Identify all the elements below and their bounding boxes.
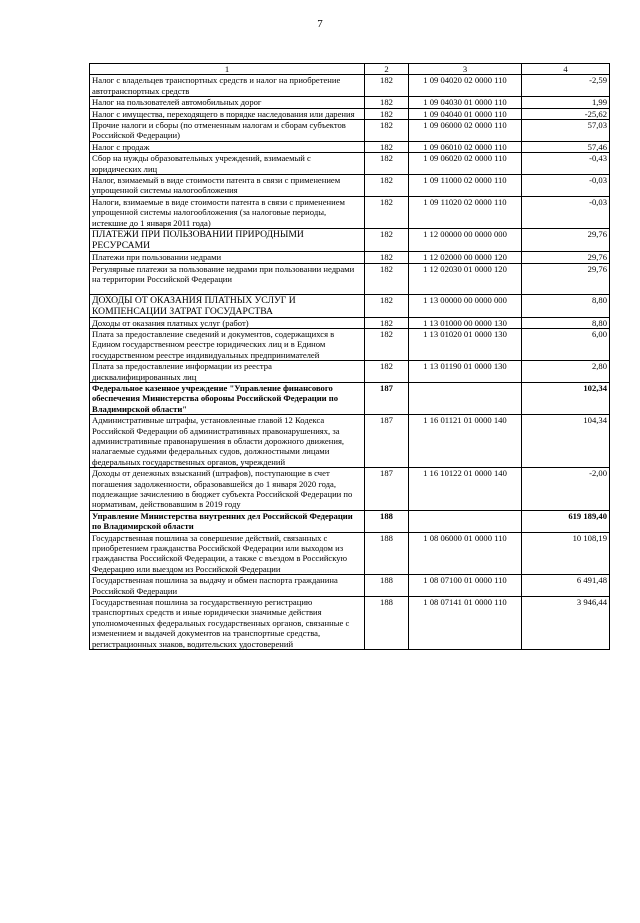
- budget-classification-code-cell: 1 16 10122 01 0000 140: [409, 468, 522, 511]
- income-name-cell: Сбор на нужды образовательных учреждений, взимаемый с юридических лиц: [90, 153, 365, 175]
- admin-code-cell: 188: [365, 575, 409, 597]
- table-row: [90, 328, 610, 360]
- budget-classification-code-cell: [409, 382, 522, 414]
- budget-classification-code-cell: 1 16 01121 01 0000 140: [409, 415, 522, 468]
- admin-code-cell: 188: [365, 597, 409, 650]
- table-row: [90, 575, 610, 597]
- amount-cell: 102,34: [522, 382, 610, 414]
- amount-cell: -0,03: [522, 196, 610, 228]
- amount-cell: 8,80: [522, 294, 610, 317]
- admin-code-cell: 182: [365, 141, 409, 152]
- income-name-cell: Федеральное казенное учреждение "Управление финансового обеспечения Министерства обороны Российской Федерации по Владимирской области": [90, 382, 365, 414]
- income-name-cell: ПЛАТЕЖИ ПРИ ПОЛЬЗОВАНИИ ПРИРОДНЫМИ РЕСУРСАМИ: [90, 229, 365, 252]
- table-row: [90, 263, 610, 294]
- admin-code-cell: 182: [365, 120, 409, 142]
- table-row: [90, 510, 610, 532]
- admin-code-cell: 182: [365, 294, 409, 317]
- budget-classification-code-cell: 1 12 02030 01 0000 120: [409, 263, 522, 294]
- amount-cell: 57,03: [522, 120, 610, 142]
- budget-classification-code-cell: 1 09 06010 02 0000 110: [409, 141, 522, 152]
- admin-code-cell: 182: [365, 229, 409, 252]
- admin-code-cell: 188: [365, 510, 409, 532]
- admin-code-cell: 187: [365, 468, 409, 511]
- admin-code-cell: 182: [365, 252, 409, 263]
- admin-code-cell: 182: [365, 97, 409, 108]
- table-row: [90, 597, 610, 650]
- admin-code-cell: 182: [365, 317, 409, 328]
- budget-classification-code-cell: 1 13 01000 00 0000 130: [409, 317, 522, 328]
- admin-code-cell: 182: [365, 108, 409, 119]
- budget-classification-code-cell: 1 09 11000 02 0000 110: [409, 175, 522, 197]
- income-name-cell: ДОХОДЫ ОТ ОКАЗАНИЯ ПЛАТНЫХ УСЛУГ И КОМПЕНСАЦИИ ЗАТРАТ ГОСУДАРСТВА: [90, 294, 365, 317]
- amount-cell: -0,03: [522, 175, 610, 197]
- amount-cell: 10 108,19: [522, 532, 610, 575]
- admin-code-cell: 187: [365, 382, 409, 414]
- income-name-cell: Государственная пошлина за совершение действий, связанных с приобретением гражданства Российской Федерации или выходом из гражданства Российской Федерации, а также с въездом в Российскую Федерацию или выездом из Российской Федерации: [90, 532, 365, 575]
- income-name-cell: Налог, взимаемый в виде стоимости патента в связи с применением упрощенной системы налогообложения: [90, 175, 365, 197]
- revenue-table: [89, 63, 610, 650]
- table-row: [90, 120, 610, 142]
- amount-cell: 3 946,44: [522, 597, 610, 650]
- amount-cell: 29,76: [522, 229, 610, 252]
- budget-classification-code-cell: 1 09 06000 02 0000 110: [409, 120, 522, 142]
- budget-classification-code-cell: 1 12 00000 00 0000 000: [409, 229, 522, 252]
- budget-classification-code-cell: 1 08 07141 01 0000 110: [409, 597, 522, 650]
- budget-classification-code-cell: 1 09 11020 02 0000 110: [409, 196, 522, 228]
- amount-cell: 104,34: [522, 415, 610, 468]
- admin-code-cell: 182: [365, 175, 409, 197]
- table-row: [90, 75, 610, 97]
- income-name-cell: Налог с владельцев транспортных средств и налог на приобретение автотранспортных средств: [90, 75, 365, 97]
- table-row: [90, 141, 610, 152]
- column-header-3: 3: [409, 64, 522, 75]
- income-name-cell: Доходы от денежных взысканий (штрафов), поступающие в счет погашения задолженности, образовавшейся до 1 января 2020 года, подлежащие зачислению в бюджет субъекта Российской Федерации по нормативам, действовавшим в 2019 году: [90, 468, 365, 511]
- column-number-row: [90, 64, 610, 75]
- income-name-cell: Государственная пошлина за выдачу и обмен паспорта гражданина Российской Федерации: [90, 575, 365, 597]
- income-name-cell: Налог на пользователей автомобильных дорог: [90, 97, 365, 108]
- table-row: [90, 317, 610, 328]
- income-name-cell: Платежи при пользовании недрами: [90, 252, 365, 263]
- income-name-cell: Регулярные платежи за пользование недрами при пользовании недрами на территории Российской Федерации: [90, 263, 365, 294]
- table-row: [90, 97, 610, 108]
- table-row: [90, 294, 610, 317]
- table-row: [90, 415, 610, 468]
- amount-cell: 29,76: [522, 263, 610, 294]
- budget-classification-code-cell: 1 09 04040 01 0000 110: [409, 108, 522, 119]
- admin-code-cell: 182: [365, 196, 409, 228]
- amount-cell: 1,99: [522, 97, 610, 108]
- income-name-cell: Налог с продаж: [90, 141, 365, 152]
- income-name-cell: Налоги, взимаемые в виде стоимости патента в связи с применением упрощенной системы налогообложения (за налоговые периоды, истекшие до 1 января 2011 года): [90, 196, 365, 228]
- admin-code-cell: 182: [365, 153, 409, 175]
- page-number: 7: [317, 18, 323, 30]
- income-name-cell: Доходы от оказания платных услуг (работ): [90, 317, 365, 328]
- table-row: [90, 382, 610, 414]
- column-header-1: 1: [90, 64, 365, 75]
- income-name-cell: Прочие налоги и сборы (по отмененным налогам и сборам субъектов Российской Федерации): [90, 120, 365, 142]
- budget-classification-code-cell: 1 08 06000 01 0000 110: [409, 532, 522, 575]
- amount-cell: 6 491,48: [522, 575, 610, 597]
- budget-classification-code-cell: 1 09 04020 02 0000 110: [409, 75, 522, 97]
- table-row: [90, 252, 610, 263]
- table-row: [90, 196, 610, 228]
- amount-cell: 6,00: [522, 328, 610, 360]
- income-name-cell: Плата за предоставление информации из реестра дисквалифицированных лиц: [90, 361, 365, 383]
- amount-cell: 2,80: [522, 361, 610, 383]
- column-header-2: 2: [365, 64, 409, 75]
- table-row: [90, 229, 610, 252]
- amount-cell: 29,76: [522, 252, 610, 263]
- budget-classification-code-cell: 1 13 01190 01 0000 130: [409, 361, 522, 383]
- budget-classification-code-cell: 1 09 06020 02 0000 110: [409, 153, 522, 175]
- admin-code-cell: 182: [365, 361, 409, 383]
- admin-code-cell: 182: [365, 263, 409, 294]
- amount-cell: -2,59: [522, 75, 610, 97]
- table-row: [90, 153, 610, 175]
- budget-classification-code-cell: 1 08 07100 01 0000 110: [409, 575, 522, 597]
- budget-classification-code-cell: 1 13 00000 00 0000 000: [409, 294, 522, 317]
- admin-code-cell: 188: [365, 532, 409, 575]
- admin-code-cell: 182: [365, 328, 409, 360]
- table-row: [90, 468, 610, 511]
- table-row: [90, 108, 610, 119]
- admin-code-cell: 182: [365, 75, 409, 97]
- column-header-4: 4: [522, 64, 610, 75]
- budget-classification-code-cell: 1 12 02000 00 0000 120: [409, 252, 522, 263]
- table-row: [90, 532, 610, 575]
- admin-code-cell: 187: [365, 415, 409, 468]
- table-row: [90, 175, 610, 197]
- amount-cell: 619 189,40: [522, 510, 610, 532]
- amount-cell: -0,43: [522, 153, 610, 175]
- income-name-cell: Управление Министерства внутренних дел Российской Федерации по Владимирской области: [90, 510, 365, 532]
- income-name-cell: Плата за предоставление сведений и документов, содержащихся в Едином государственном реестре юридических лиц и в Едином государственном реестре индивидуальных предпринимателей: [90, 328, 365, 360]
- income-name-cell: Налог с имущества, переходящего в порядке наследования или дарения: [90, 108, 365, 119]
- income-name-cell: Административные штрафы, установленные главой 12 Кодекса Российской Федерации об административных правонарушениях, за административные правонарушения в области дорожного движения, налагаемые судьями федеральных судов, должностными лицами федеральных государственных органов, учреждений: [90, 415, 365, 468]
- budget-classification-code-cell: 1 09 04030 01 0000 110: [409, 97, 522, 108]
- amount-cell: -2,00: [522, 468, 610, 511]
- budget-classification-code-cell: 1 13 01020 01 0000 130: [409, 328, 522, 360]
- amount-cell: -25,62: [522, 108, 610, 119]
- income-name-cell: Государственная пошлина за государственную регистрацию транспортных средств и иные юридически значимые действия уполномоченных федеральных государственных органов, связанные с изменением и выдачей документов на транспортные средства, регистрационных знаков, водительских удостоверений: [90, 597, 365, 650]
- amount-cell: 8,80: [522, 317, 610, 328]
- amount-cell: 57,46: [522, 141, 610, 152]
- budget-classification-code-cell: [409, 510, 522, 532]
- table-row: [90, 361, 610, 383]
